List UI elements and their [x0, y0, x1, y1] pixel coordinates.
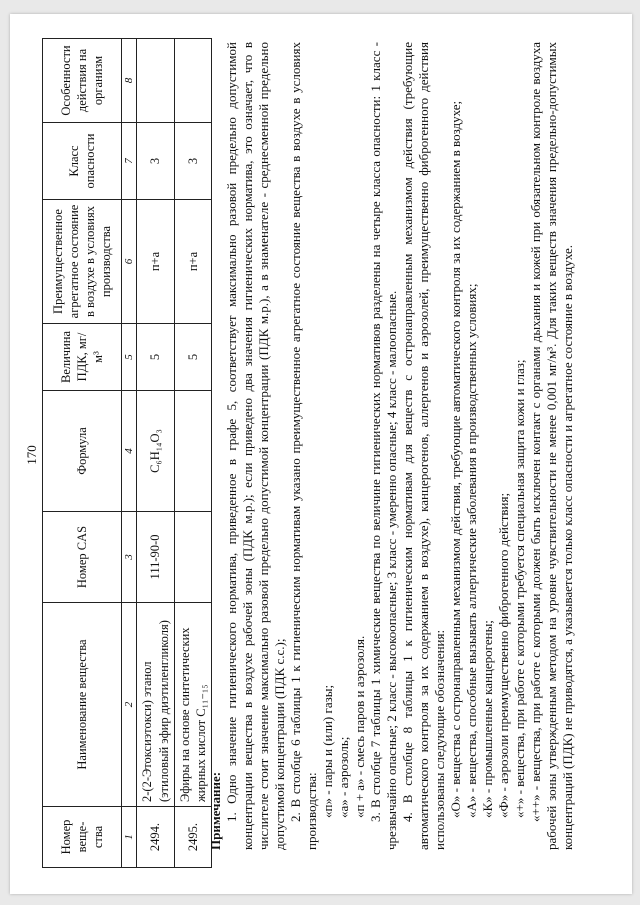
header-pdk: Величина ПДК, мг/м³	[43, 324, 122, 391]
row-class: 3	[137, 123, 175, 200]
header-cas: Номер CAS	[43, 512, 122, 603]
header-number: Номер веще-ства	[43, 807, 122, 868]
header-state: Преимущественное агрегатное состояние в воздухе в условиях производства	[43, 200, 122, 324]
column-number: 6	[122, 200, 137, 324]
row-formula: C₆H₁₄O₃	[137, 391, 175, 512]
notes-section	[208, 42, 576, 850]
row-name: Эфиры на основе синтетических жирных кислот C₁₁₋₁₅	[174, 603, 212, 807]
note-paragraph: 4. В столбце 8 таблицы 1 к гигиеническим нормативам для веществ с остронаправленным механизмом действия (требующие автоматического контроля за их содержанием в воздухе), канцерогенов, аллергенов и аэрозолей, преимущественно фиброгенного действия использованы следующие обозначения:	[400, 42, 447, 850]
row-formula	[174, 391, 212, 512]
note-paragraph: 3. В столбце 7 таблицы 1 химические вещества по величине гигиенических нормативов разделены на четыре класса опасности: 1 класс - чрезвычайно опасные; 2 класс - высокоопасные; 3 класс - умеренно опасные; 4 класс - малоопасные.	[368, 42, 399, 850]
column-number: 7	[122, 123, 137, 200]
note-list-item: «а» - аэрозоль;	[336, 736, 351, 818]
column-number: 4	[122, 391, 137, 512]
substances-table	[42, 38, 212, 868]
column-number: 8	[122, 39, 137, 123]
table-row	[137, 39, 175, 868]
column-number: 2	[122, 603, 137, 807]
header-formula: Формула	[43, 391, 122, 512]
table-header-row	[43, 39, 122, 868]
row-name: 2-(2-Этоксиэтокси) этанол (этиловый эфир диэтиленгликоля)	[137, 603, 175, 807]
column-number: 1	[122, 807, 137, 868]
note-list-item: «О» - вещества с остронаправленным механизмом действия, требующие автоматического контроля за их содержанием в воздухе;	[448, 100, 463, 818]
row-cas	[174, 512, 212, 603]
notes-heading: Примечание:	[208, 771, 223, 850]
note-list-item: «Ф» - аэрозоли преимущественно фиброгенного действия;	[496, 492, 511, 818]
row-state: п+а	[174, 200, 212, 324]
note-paragraph: «++» - вещества, при работе с которыми должен быть исключен контакт с органами дыхания и кожей при обязательном контроле воздуха рабочей зоны утвержденным методом на уровне чувствительности не менее 0,001 мг/м³. Для таких веществ значения предельно-допустимых концентраций (ПДК) не приводятся, а указывается только класс опасности и агрегатное состояние в воздухе.	[528, 42, 575, 850]
note-list-item: «А» - вещества, способные вызывать аллергические заболевания в производственных условиях;	[464, 283, 479, 818]
row-cas: 111-90-0	[137, 512, 175, 603]
column-number: 5	[122, 324, 137, 391]
row-pdk: 5	[137, 324, 175, 391]
row-feature	[174, 39, 212, 123]
rotated-sheet	[16, 20, 628, 890]
note-paragraph: 1. Одно значение гигиенического норматива, приведенное в графе 5, соответствует максимально разовой предельно допустимой концентрации вещества в воздухе рабочей зоны (ПДК м.р.); если приведено два значения гигиенических норматива, это означает, что в числителе стоит значение максимально разовой предельно допустимой концентрации (ПДК м.р.), а в знаменателе - среднесменной предельно допустимой концентрации (ПДК с.с.);	[224, 42, 287, 850]
header-feature: Особенности действия на организм	[43, 39, 122, 123]
column-number-row	[122, 39, 137, 868]
header-name: Наименование вещества	[43, 603, 122, 807]
row-pdk: 5	[174, 324, 212, 391]
row-number: 2495.	[174, 807, 212, 868]
row-class: 3	[174, 123, 212, 200]
note-paragraph: 2. В столбце 6 таблицы 1 к гигиеническим нормативам указано преимущественное агрегатное состояние вещества в воздухе в условиях производства:	[288, 42, 319, 850]
row-state: п+а	[137, 200, 175, 324]
row-feature	[137, 39, 175, 123]
row-number: 2494.	[137, 807, 175, 868]
page-number: 170	[24, 445, 39, 465]
note-list-item: «+» - вещества, при работе с которыми требуется специальная защита кожи и глаз;	[512, 359, 527, 818]
note-list-item: «п + а» - смесь паров и аэрозоля.	[352, 635, 367, 818]
header-class: Класс опасности	[43, 123, 122, 200]
column-number: 3	[122, 512, 137, 603]
table-row	[174, 39, 212, 868]
note-list-item: «К» - промышленные канцерогены;	[480, 620, 495, 818]
document-page	[10, 14, 632, 894]
note-list-item: «п» - пары и (или) газы;	[320, 684, 335, 818]
